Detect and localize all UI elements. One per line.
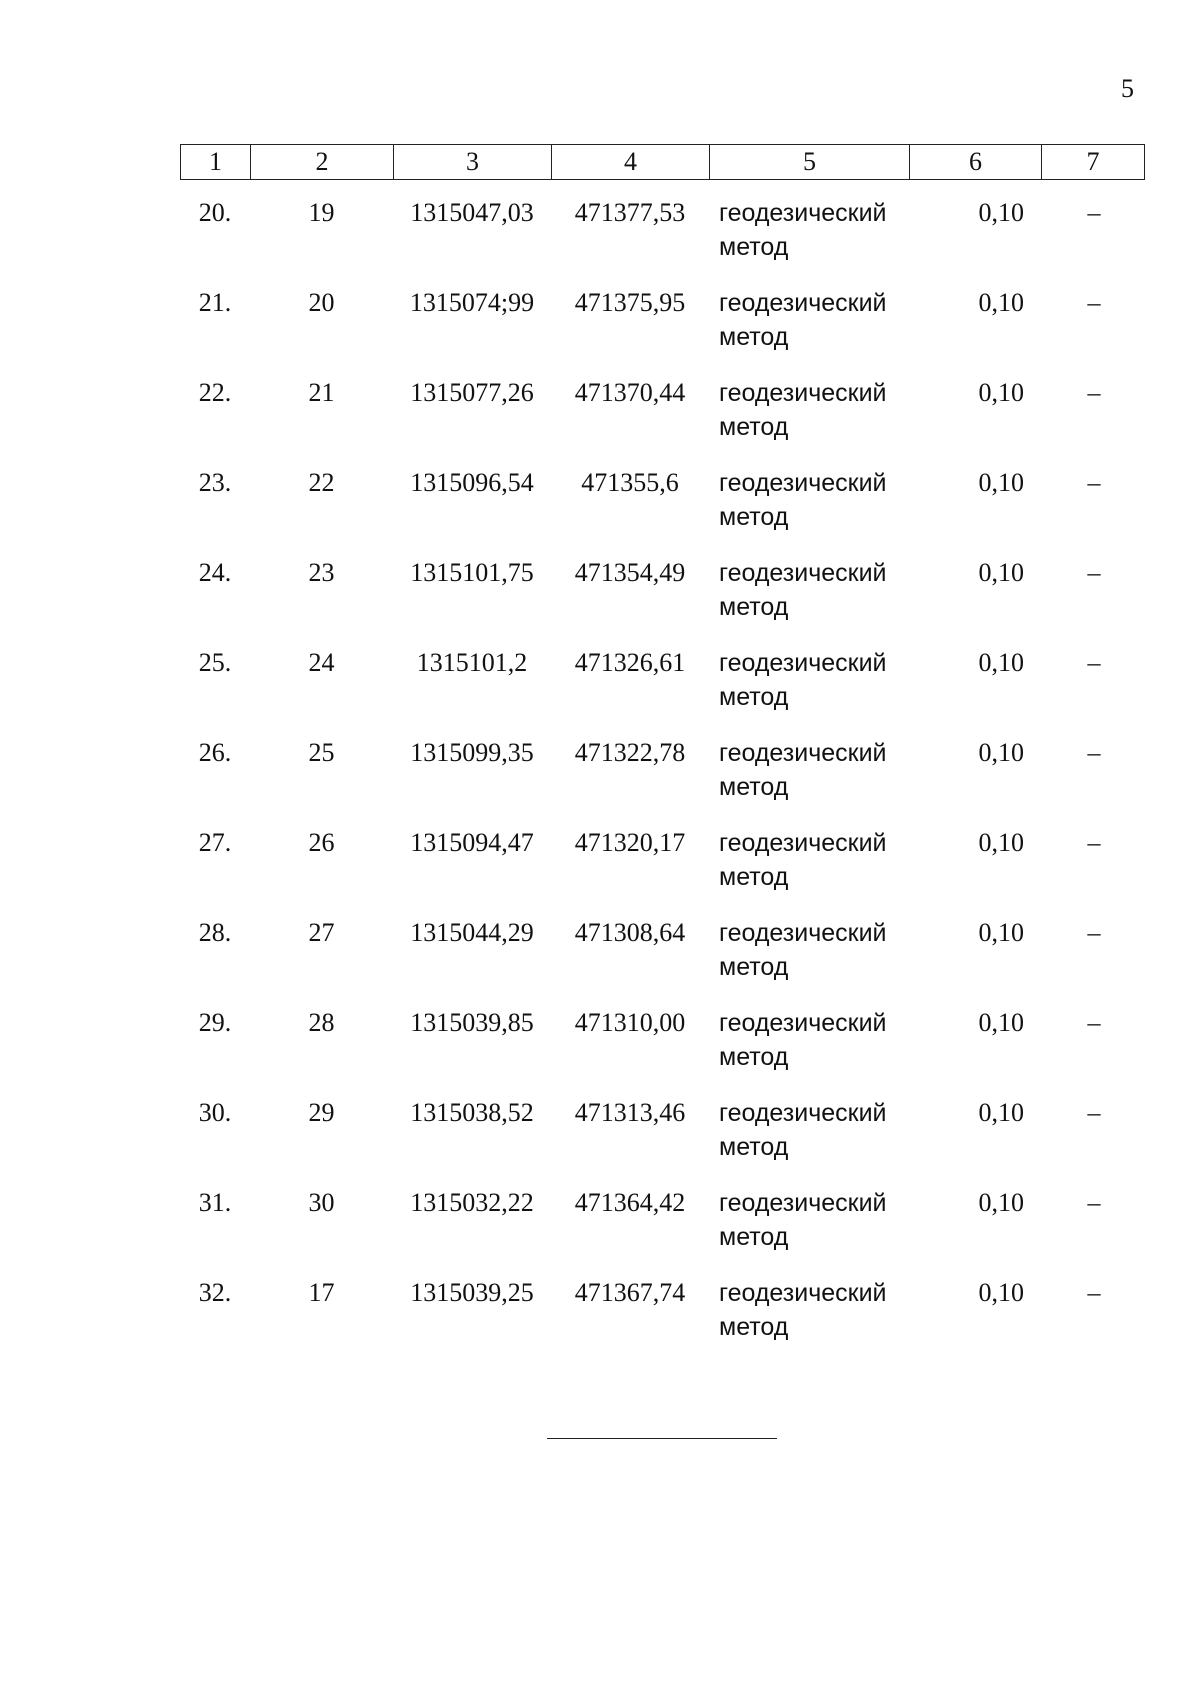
method-line-2: метод (719, 1313, 789, 1341)
coordinate-x: 1315101,75 (410, 558, 534, 587)
accuracy-value: 0,10 (978, 1278, 1024, 1307)
method-cell (719, 916, 919, 984)
coordinate-x: 1315096,54 (410, 468, 534, 497)
note-value: – (1087, 1278, 1101, 1307)
method-line-2: метод (719, 773, 789, 801)
coordinate-y: 471370,44 (574, 378, 686, 407)
accuracy-value: 0,10 (978, 648, 1024, 677)
method-cell (719, 736, 919, 804)
method-line-2: метод (719, 863, 789, 891)
note-value: – (1087, 1188, 1101, 1217)
note-value: – (1087, 468, 1101, 497)
point-number: 17 (308, 1278, 335, 1307)
row-number: 25. (198, 648, 232, 677)
header-col-7: 7 (1042, 145, 1145, 180)
method-line-1: геодезический (719, 919, 887, 947)
table-row (180, 376, 1144, 466)
method-cell (719, 1276, 919, 1344)
method-cell (719, 1096, 919, 1164)
coordinate-y: 471310,00 (574, 1008, 686, 1037)
coordinate-y: 471320,17 (574, 828, 686, 857)
row-number: 32. (198, 1278, 232, 1307)
note-value: – (1087, 378, 1101, 407)
method-cell (719, 466, 919, 534)
row-number: 28. (198, 918, 232, 947)
table-row (180, 1276, 1144, 1366)
point-number: 19 (308, 198, 335, 227)
accuracy-value: 0,10 (978, 1188, 1024, 1217)
method-line-1: геодезический (719, 469, 887, 497)
method-line-1: геодезический (719, 1009, 887, 1037)
header-col-4: 4 (552, 145, 710, 180)
coordinate-x: 1315039,25 (410, 1278, 534, 1307)
accuracy-value: 0,10 (978, 918, 1024, 947)
coordinate-y: 471313,46 (574, 1098, 686, 1127)
method-cell (719, 556, 919, 624)
coordinate-y: 471367,74 (574, 1278, 686, 1307)
point-number: 20 (308, 288, 335, 317)
method-line-1: геодезический (719, 379, 887, 407)
accuracy-value: 0,10 (978, 288, 1024, 317)
table-row (180, 556, 1144, 646)
method-line-1: геодезический (719, 199, 887, 227)
coordinate-x: 1315074;99 (409, 288, 535, 317)
coordinate-x: 1315039,85 (410, 1008, 534, 1037)
note-value: – (1087, 288, 1101, 317)
row-number: 31. (198, 1188, 232, 1217)
row-number: 24. (198, 558, 232, 587)
table-row (180, 916, 1144, 1006)
accuracy-value: 0,10 (978, 1098, 1024, 1127)
method-line-2: метод (719, 593, 789, 621)
coordinate-x: 1315077,26 (410, 378, 534, 407)
method-line-1: геодезический (719, 289, 887, 317)
method-line-2: метод (719, 953, 789, 981)
method-line-1: геодезический (719, 649, 887, 677)
page-number: 5 (1121, 74, 1134, 103)
accuracy-value: 0,10 (978, 738, 1024, 767)
point-number: 27 (308, 918, 335, 947)
method-line-1: геодезический (719, 559, 887, 587)
table-row (180, 1006, 1144, 1096)
coordinate-x: 1315094,47 (410, 828, 534, 857)
coordinate-y: 471308,64 (574, 918, 686, 947)
row-number: 29. (198, 1008, 232, 1037)
note-value: – (1087, 198, 1101, 227)
note-value: – (1087, 828, 1101, 857)
method-cell (719, 826, 919, 894)
coordinates-table-body (180, 196, 1144, 1366)
point-number: 29 (308, 1098, 335, 1127)
point-number: 24 (308, 648, 335, 677)
header-col-1: 1 (181, 145, 251, 180)
method-line-1: геодезический (719, 1189, 887, 1217)
coordinate-x: 1315044,29 (410, 918, 534, 947)
accuracy-value: 0,10 (978, 828, 1024, 857)
header-col-6: 6 (910, 145, 1042, 180)
note-value: – (1087, 1098, 1101, 1127)
table-row (180, 646, 1144, 736)
header-row (181, 145, 1145, 180)
method-line-2: метод (719, 413, 789, 441)
method-line-1: геодезический (719, 829, 887, 857)
table-row (180, 1096, 1144, 1186)
point-number: 23 (308, 558, 335, 587)
method-cell (719, 376, 919, 444)
point-number: 28 (308, 1008, 335, 1037)
method-line-2: метод (719, 1223, 789, 1251)
method-cell (719, 286, 919, 354)
table-row (180, 736, 1144, 826)
coordinate-y: 471364,42 (574, 1188, 686, 1217)
method-cell (719, 1006, 919, 1074)
table-row (180, 826, 1144, 916)
column-number-header (180, 144, 1145, 180)
note-value: – (1087, 1008, 1101, 1037)
method-line-2: метод (719, 503, 789, 531)
end-rule (547, 1438, 777, 1439)
method-line-2: метод (719, 233, 789, 261)
accuracy-value: 0,10 (978, 1008, 1024, 1037)
coordinate-x: 1315038,52 (410, 1098, 534, 1127)
table-row (180, 196, 1144, 286)
coordinate-x: 1315047,03 (410, 198, 534, 227)
coordinate-x: 1315101,2 (416, 648, 528, 677)
coordinate-y: 471355,6 (581, 468, 679, 497)
method-line-2: метод (719, 683, 789, 711)
row-number: 21. (198, 288, 232, 317)
coordinate-y: 471322,78 (574, 738, 686, 767)
accuracy-value: 0,10 (978, 468, 1024, 497)
table-row (180, 466, 1144, 556)
row-number: 23. (198, 468, 232, 497)
method-line-2: метод (719, 323, 789, 351)
row-number: 27. (198, 828, 232, 857)
point-number: 21 (308, 378, 335, 407)
row-number: 30. (198, 1098, 232, 1127)
method-line-1: геодезический (719, 1099, 887, 1127)
point-number: 30 (308, 1188, 335, 1217)
note-value: – (1087, 648, 1101, 677)
method-line-1: геодезический (719, 1279, 887, 1307)
coordinate-y: 471375,95 (574, 288, 686, 317)
point-number: 25 (308, 738, 335, 767)
row-number: 20. (198, 198, 232, 227)
coordinate-x: 1315032,22 (410, 1188, 534, 1217)
row-number: 26. (198, 738, 232, 767)
method-cell (719, 1186, 919, 1254)
coordinate-x: 1315099,35 (410, 738, 534, 767)
row-number: 22. (198, 378, 232, 407)
table-row (180, 286, 1144, 376)
accuracy-value: 0,10 (978, 378, 1024, 407)
method-cell (719, 646, 919, 714)
note-value: – (1087, 558, 1101, 587)
method-line-2: метод (719, 1133, 789, 1161)
method-cell (719, 196, 919, 264)
note-value: – (1087, 738, 1101, 767)
coordinate-y: 471354,49 (574, 558, 686, 587)
accuracy-value: 0,10 (978, 558, 1024, 587)
accuracy-value: 0,10 (978, 198, 1024, 227)
method-line-1: геодезический (719, 739, 887, 767)
coordinate-y: 471326,61 (574, 648, 686, 677)
header-col-2: 2 (251, 145, 394, 180)
table-row (180, 1186, 1144, 1276)
header-col-5: 5 (710, 145, 910, 180)
header-col-3: 3 (394, 145, 552, 180)
coordinate-y: 471377,53 (574, 198, 686, 227)
method-line-2: метод (719, 1043, 789, 1071)
note-value: – (1087, 918, 1101, 947)
point-number: 22 (308, 468, 335, 497)
point-number: 26 (308, 828, 335, 857)
